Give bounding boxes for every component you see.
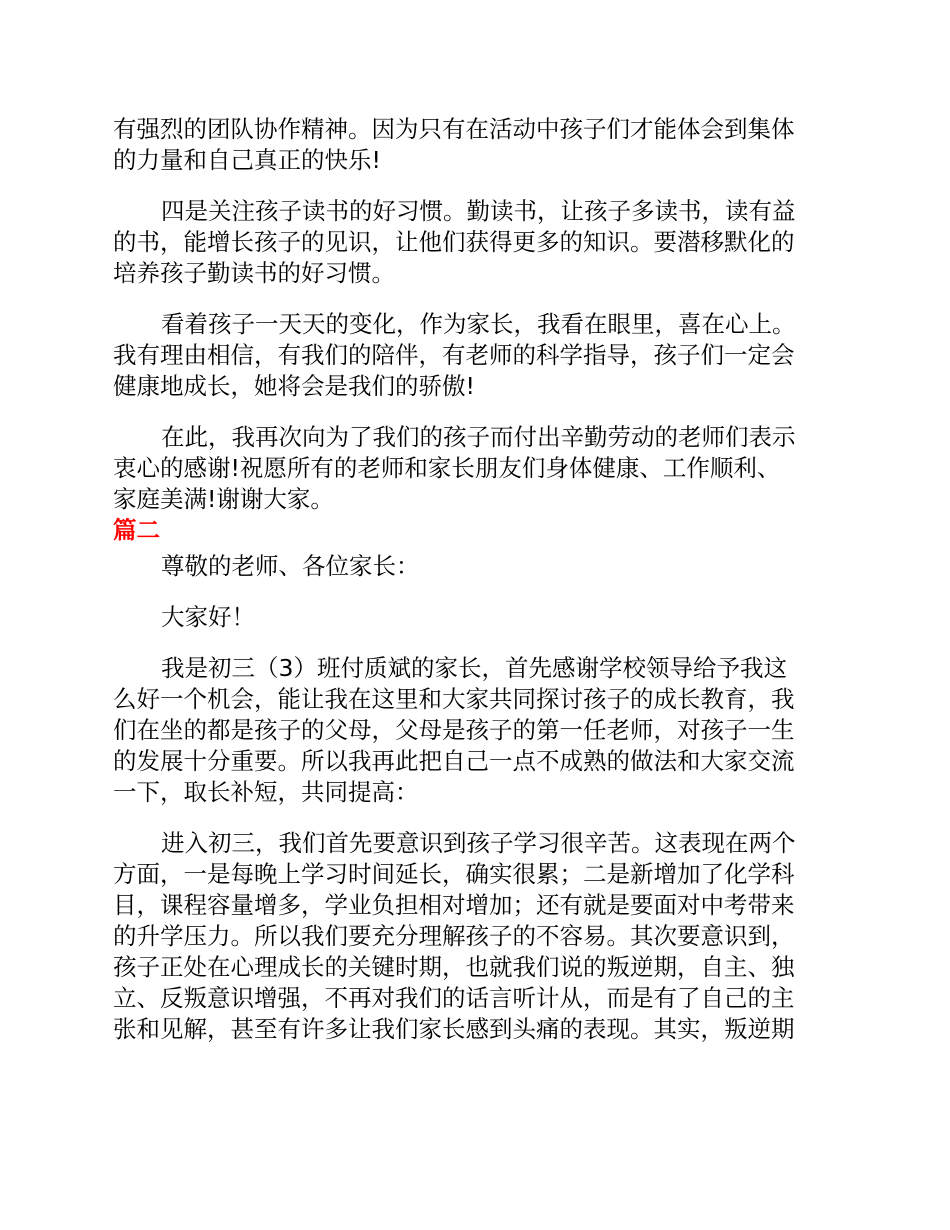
paragraph-line: 们在坐的都是孩子的父母，父母是孩子的第一任老师，对孩子一生 <box>113 716 795 744</box>
paragraph-line: 我有理由相信，有我们的陪伴，有老师的科学指导，孩子们一定会 <box>113 341 795 369</box>
paragraph-line: 么好一个机会，能让我在这里和大家共同探讨孩子的成长教育，我 <box>113 685 795 713</box>
section-heading-text: 篇二 <box>113 516 160 544</box>
paragraph-4 <box>113 422 835 515</box>
paragraph-line: 一下，取长补短，共同提高： <box>113 778 419 806</box>
paragraph-5 <box>113 653 835 808</box>
paragraph-line: 孩子正处在心理成长的关键时期，也就我们说的叛逆期，自主、独 <box>113 953 795 981</box>
paragraph-line: 在此，我再次向为了我们的孩子而付出辛勤劳动的老师们表示 <box>161 423 796 451</box>
paragraph-line: 家庭美满!谢谢大家。 <box>113 485 334 513</box>
salutation-text: 尊敬的老师、各位家长： <box>161 552 420 580</box>
paragraph-3 <box>113 309 835 402</box>
paragraph-line: 的发展十分重要。所以我再此把自己一点不成熟的做法和大家交流 <box>113 747 795 775</box>
paragraph-line: 看着孩子一天天的变化，作为家长，我看在眼里，喜在心上。 <box>161 310 796 338</box>
paragraph-line: 四是关注孩子读书的好习惯。勤读书，让孩子多读书，读有益 <box>161 197 796 225</box>
greeting <box>113 602 835 633</box>
paragraph-line: 的书，能增长孩子的见识，让他们获得更多的知识。要潜移默化的 <box>113 228 795 256</box>
greeting-text: 大家好！ <box>161 603 255 631</box>
paragraph-line: 目，课程容量增多，学业负担相对增加；还有就是要面对中考带来 <box>113 891 795 919</box>
paragraph-line: 培养孩子勤读书的好习惯。 <box>113 259 395 287</box>
paragraph-line: 的升学压力。所以我们要充分理解孩子的不容易。其次要意识到， <box>113 922 795 950</box>
salutation <box>113 551 835 582</box>
paragraph-line: 立、反叛意识增强，不再对我们的话言听计从，而是有了自己的主 <box>113 984 795 1012</box>
paragraph-line: 健康地成长，她将会是我们的骄傲! <box>113 372 475 400</box>
paragraph-6 <box>113 828 835 1045</box>
paragraph-line: 的力量和自己真正的快乐! <box>113 146 381 174</box>
paragraph-line: 方面，一是每晚上学习时间延长，确实很累；二是新增加了化学科 <box>113 860 795 888</box>
section-heading <box>113 515 835 546</box>
paragraph-line: 衷心的感谢!祝愿所有的老师和家长朋友们身体健康、工作顺利、 <box>113 454 781 482</box>
paragraph-line: 我是初三（3）班付质斌的家长，首先感谢学校领导给予我这 <box>161 654 787 682</box>
document-page <box>113 114 835 1045</box>
paragraph-line: 进入初三，我们首先要意识到孩子学习很辛苦。这表现在两个 <box>161 829 796 857</box>
paragraph-line: 有强烈的团队协作精神。因为只有在活动中孩子们才能体会到集体 <box>113 115 795 143</box>
paragraph-line: 张和见解，甚至有许多让我们家长感到头痛的表现。其实，叛逆期 <box>113 1015 795 1043</box>
paragraph-1 <box>113 114 835 176</box>
paragraph-2 <box>113 196 835 289</box>
